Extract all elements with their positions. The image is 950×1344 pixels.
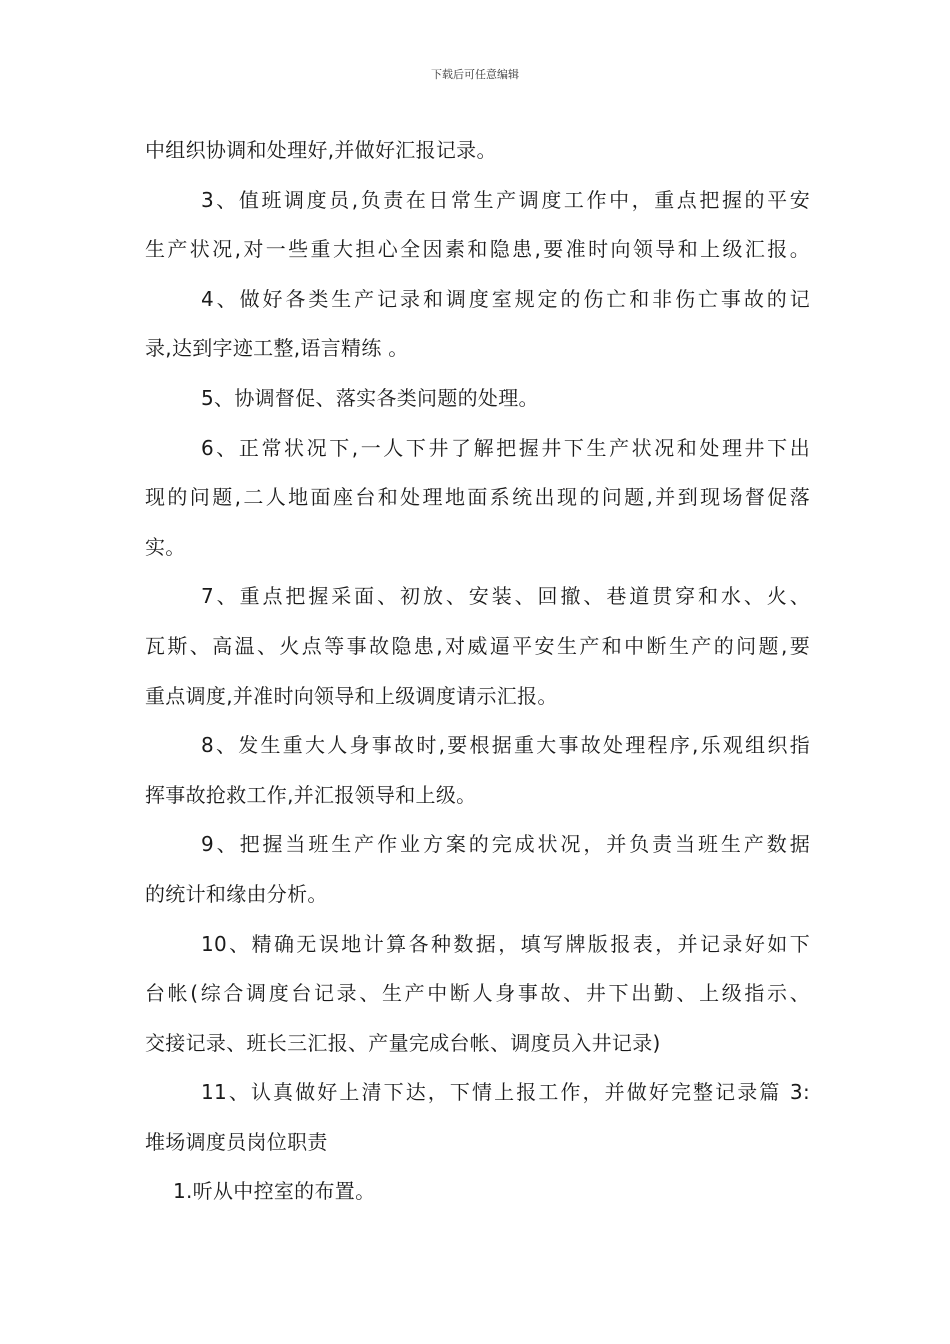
text-line: 重点调度,并准时向领导和上级调度请示汇报。 — [145, 683, 558, 708]
text-line: 生产状况,对一些重大担心全因素和隐患,要准时向领导和上级汇报。 — [145, 237, 810, 262]
document-body — [145, 126, 810, 1217]
text-line: 8、发生重大人身事故时,要根据重大事故处理程序,乐观组织指 — [201, 733, 810, 758]
text-line: 4、做好各类生产记录和调度室规定的伤亡和非伤亡事故的记 — [201, 286, 810, 311]
text-line: 挥事故抢救工作,并汇报领导和上级。 — [145, 782, 477, 807]
text-line: 的统计和缘由分析。 — [145, 881, 328, 906]
text-line: 7、重点把握采面、初放、安装、回撤、巷道贯穿和水、火、 — [201, 584, 810, 609]
text-line: 录,达到字迹工整,语言精练 。 — [145, 336, 409, 361]
text-line: 1.听从中控室的布置。 — [173, 1179, 376, 1204]
text-line: 10、精确无误地计算各种数据，填写牌版报表，并记录好如下 — [201, 931, 810, 956]
text-line: 瓦斯、高温、火点等事故隐患,对威逼平安生产和中断生产的问题,要 — [145, 633, 810, 658]
text-line: 堆场调度员岗位职责 — [145, 1129, 328, 1154]
text-line: 实。 — [145, 534, 186, 559]
text-line: 台帐(综合调度台记录、生产中断人身事故、井下出勤、上级指示、 — [145, 981, 810, 1006]
text-line: 现的问题,二人地面座台和处理地面系统出现的问题,并到现场督促落 — [145, 485, 810, 510]
text-line: 9、把握当班生产作业方案的完成状况，并负责当班生产数据 — [201, 832, 810, 857]
page-header: 下载后可任意编辑 — [431, 68, 519, 81]
text-line: 5、协调督促、落实各类问题的处理。 — [201, 385, 539, 410]
text-line: 中组织协调和处理好,并做好汇报记录。 — [145, 138, 497, 162]
text-line: 11、认真做好上清下达，下情上报工作，并做好完整记录篇 3: — [201, 1080, 810, 1105]
text-line: 3、值班调度员,负责在日常生产调度工作中，重点把握的平安 — [201, 187, 810, 212]
text-line: 6、正常状况下,一人下井了解把握井下生产状况和处理井下出 — [201, 435, 810, 460]
text-line: 交接记录、班长三汇报、产量完成台帐、调度员入井记录) — [145, 1030, 661, 1055]
